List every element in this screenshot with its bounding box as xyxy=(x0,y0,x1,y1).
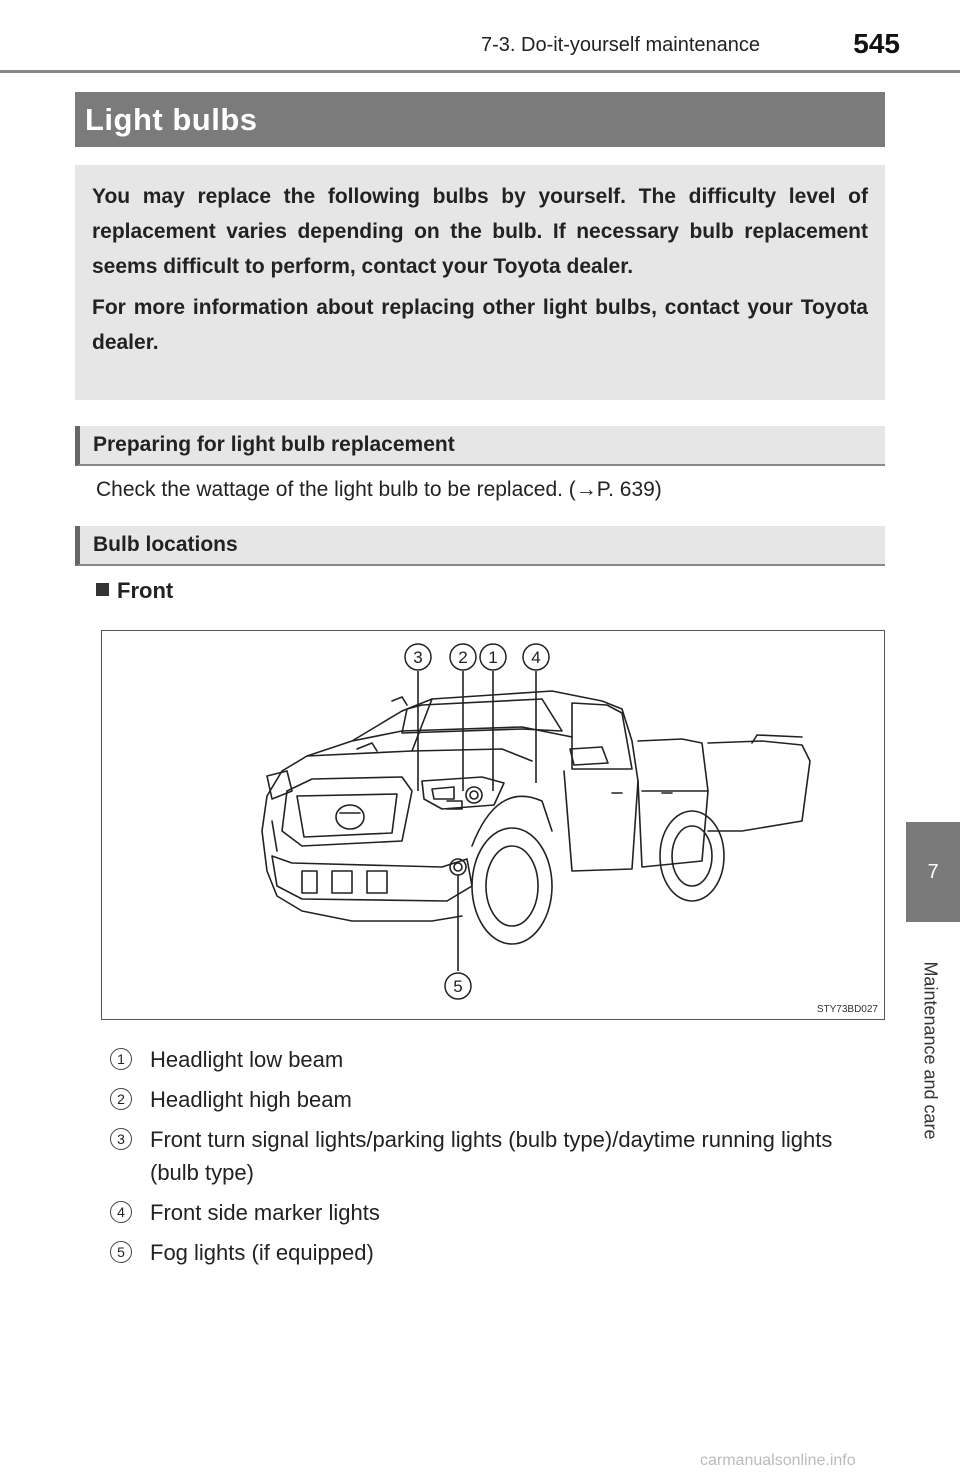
legend-text-1: Headlight low beam xyxy=(150,1047,344,1072)
page-title: Light bulbs xyxy=(75,92,885,147)
figure-code: STY73BD027 xyxy=(816,1004,878,1015)
rear-side-window xyxy=(638,739,708,791)
chapter-label-text: Maintenance and care xyxy=(920,960,941,1140)
legend-number-2: 2 xyxy=(110,1088,132,1110)
legend-number-1: 1 xyxy=(110,1048,132,1070)
callout-label-1: 1 xyxy=(488,648,498,667)
legend-number-4: 4 xyxy=(110,1201,132,1223)
legend-text-2: Headlight high beam xyxy=(150,1087,352,1112)
front-door xyxy=(564,771,638,871)
section-heading-bulb-locations: Bulb locations xyxy=(75,526,885,566)
callout-label-5: 5 xyxy=(453,977,463,996)
front-body-outline xyxy=(262,711,462,921)
intro-box xyxy=(75,165,885,400)
callout-label-3: 3 xyxy=(413,648,423,667)
truck-bed xyxy=(708,741,810,831)
legend-number-5: 5 xyxy=(110,1241,132,1263)
page-number: 545 xyxy=(853,28,900,59)
far-mirror xyxy=(357,743,377,751)
truck-illustration xyxy=(102,631,886,1021)
rear-door xyxy=(638,781,708,867)
legend-number-3: 3 xyxy=(110,1128,132,1150)
legend-text-4: Front side marker lights xyxy=(150,1200,380,1225)
subheading-front xyxy=(96,578,173,604)
antenna xyxy=(392,697,407,705)
watermark: carmanualsonline.info xyxy=(700,1452,856,1469)
chapter-number: 7 xyxy=(927,860,939,883)
section-heading-preparing: Preparing for light bulb replacement xyxy=(75,426,885,466)
truck-front-figure xyxy=(101,630,885,1020)
square-bullet-icon xyxy=(96,583,109,596)
legend-text-5: Fog lights (if equipped) xyxy=(150,1240,374,1265)
chapter-tab[interactable] xyxy=(906,822,960,922)
header-rule xyxy=(0,70,960,73)
preparing-text: Check the wattage of the light bulb to be replaced. (→P. 639) xyxy=(96,478,662,501)
side-edge xyxy=(272,821,277,851)
callout-label-4: 4 xyxy=(531,648,541,667)
running-header-section: 7-3. Do-it-yourself maintenance xyxy=(480,34,760,56)
callout-label-2: 2 xyxy=(458,648,468,667)
chapter-label xyxy=(880,935,960,1165)
side-mirror xyxy=(570,747,608,765)
intro-paragraph-2: For more information about replacing other light bulbs, contact your Toyota dealer. xyxy=(92,296,868,354)
intro-paragraph-1: You may replace the following bulbs by yourself. The difficulty level of replacement varies depending on the bulb. If necessary bulb replacement seems difficult to perform, contact your Toyota dealer. xyxy=(92,185,868,278)
emblem xyxy=(336,805,364,829)
legend-text-3: Front turn signal lights/parking lights (bulb type)/daytime running lights (bulb type) xyxy=(150,1127,833,1185)
front-fender xyxy=(472,796,552,846)
subheading-front-text: Front xyxy=(117,578,174,603)
hood-line xyxy=(307,749,532,761)
rear-wheel xyxy=(660,811,724,901)
